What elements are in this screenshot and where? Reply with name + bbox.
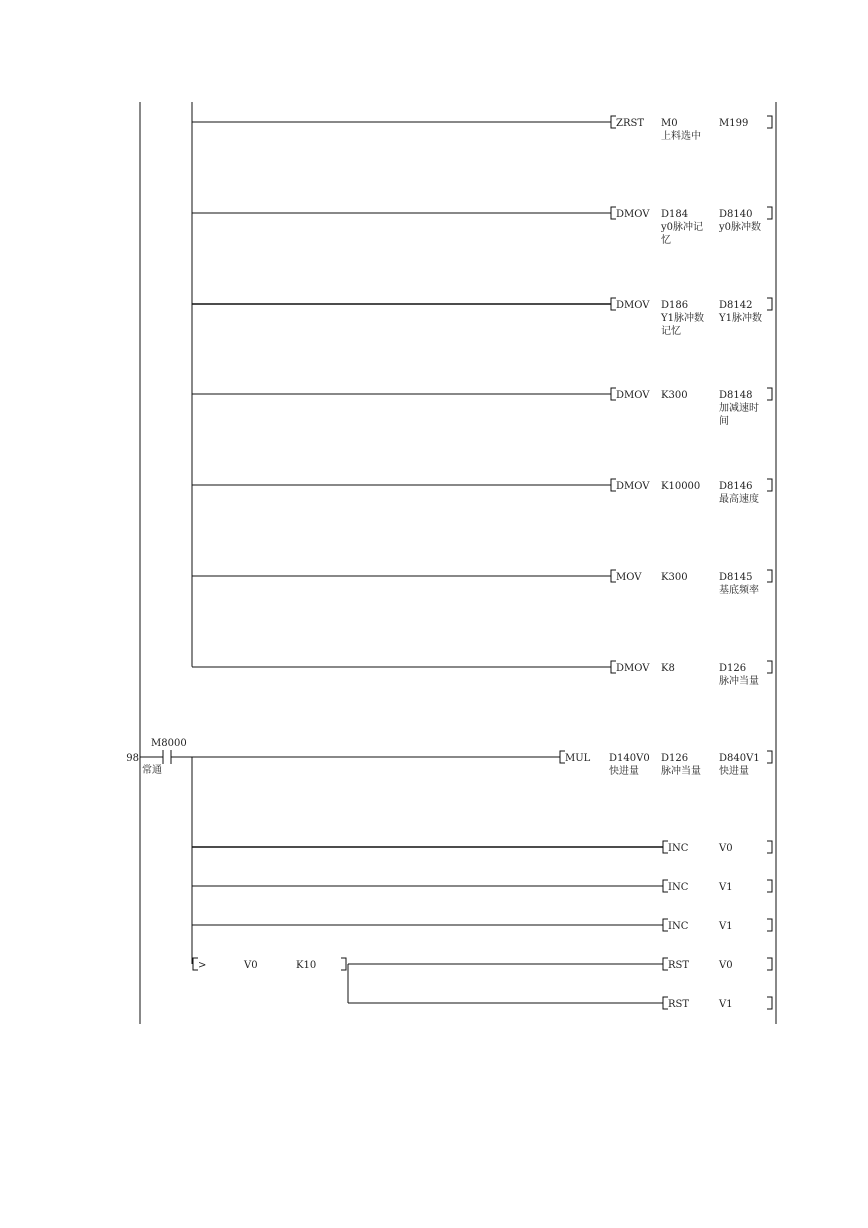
compare-operand: V0 [244, 960, 258, 971]
instruction-close-bracket [767, 997, 772, 1009]
instruction-operand: D8148 [719, 390, 753, 401]
operand-comment: Y1脉冲数 [719, 313, 762, 324]
instruction-opcode: INC [668, 921, 689, 932]
instruction-close-bracket [767, 841, 772, 853]
instruction-opcode: DMOV [616, 209, 650, 220]
contact-comment: 常通 [142, 765, 162, 776]
instruction-close-bracket [767, 751, 772, 763]
instruction-opcode: ZRST [616, 118, 644, 129]
instruction-operand: V1 [719, 999, 733, 1010]
instruction-operand: D8146 [719, 481, 753, 492]
instruction-close-bracket [767, 661, 772, 673]
instruction-opcode: DMOV [616, 481, 650, 492]
compare-symbol: > [198, 960, 207, 971]
instruction-operand: D8140 [719, 209, 753, 220]
instruction-opcode: DMOV [616, 663, 650, 674]
instruction-operand: K10000 [661, 481, 701, 492]
instruction-close-bracket [767, 116, 772, 128]
operand-comment: 基底频率 [719, 585, 759, 596]
instruction-close-bracket [767, 958, 772, 970]
instruction-close-bracket [767, 479, 772, 491]
instruction-operand: D8145 [719, 572, 753, 583]
instruction-opcode: DMOV [616, 390, 650, 401]
instruction-operand: D126 [719, 663, 747, 674]
contact-device: M8000 [151, 738, 187, 749]
instruction-operand: D186 [661, 300, 689, 311]
operand-comment: 最高速度 [719, 494, 759, 505]
instruction-opcode: INC [668, 843, 689, 854]
instruction-operand: V1 [719, 921, 733, 932]
instruction-opcode: INC [668, 882, 689, 893]
instruction-operand: K300 [661, 572, 688, 583]
instruction-operand: K300 [661, 390, 688, 401]
operand-comment: y0脉冲数 [719, 222, 762, 233]
operand-comment: 快进量 [609, 766, 639, 777]
instruction-operand: M0 [661, 118, 678, 129]
operand-comment: 脉冲当量 [719, 676, 759, 687]
operand-comment: 忆 [661, 235, 671, 246]
instruction-operand: V0 [719, 843, 733, 854]
compare-operand: K10 [296, 960, 317, 971]
compare-close-bracket [341, 958, 346, 970]
operand-comment: Y1脉冲数 [661, 313, 704, 324]
instruction-operand: V1 [719, 882, 733, 893]
instruction-close-bracket [767, 207, 772, 219]
operand-comment: 记忆 [661, 326, 681, 337]
instruction-opcode: RST [668, 999, 690, 1010]
instruction-operand: M199 [719, 118, 749, 129]
operand-comment: y0脉冲记 [661, 222, 704, 233]
instruction-operand: D184 [661, 209, 689, 220]
instruction-opcode: MOV [616, 572, 642, 583]
instruction-operand: V0 [719, 960, 733, 971]
instruction-close-bracket [767, 388, 772, 400]
operand-comment: 脉冲当量 [661, 766, 701, 777]
operand-comment: 上料选中 [661, 131, 701, 142]
operand-comment: 加减速时 [719, 403, 759, 414]
instruction-opcode: RST [668, 960, 690, 971]
instruction-close-bracket [767, 298, 772, 310]
operand-comment: 快进量 [719, 766, 749, 777]
instruction-operand: D126 [661, 753, 689, 764]
instruction-operand: D840V1 [719, 753, 760, 764]
instruction-close-bracket [767, 919, 772, 931]
instruction-opcode: MUL [565, 753, 591, 764]
instruction-close-bracket [767, 880, 772, 892]
step-number: 98 [126, 753, 139, 764]
instruction-operand: D140V0 [609, 753, 650, 764]
instruction-opcode: DMOV [616, 300, 650, 311]
instruction-close-bracket [767, 570, 772, 582]
operand-comment: 间 [719, 416, 729, 427]
instruction-operand: K8 [661, 663, 675, 674]
instruction-operand: D8142 [719, 300, 753, 311]
